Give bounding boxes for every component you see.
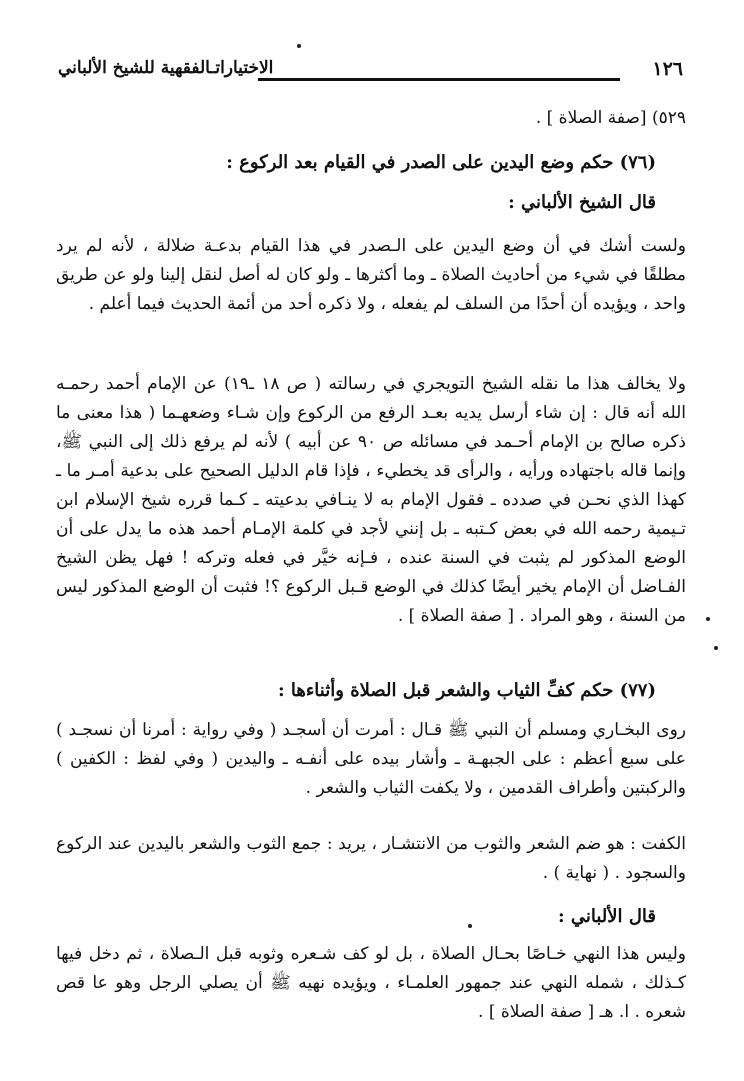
- paragraph-2: [56, 370, 686, 631]
- paragraph-3: [56, 716, 686, 803]
- said-text: قال الألباني :: [557, 906, 656, 927]
- reference-529: [66, 104, 686, 133]
- scan-speck: [714, 646, 718, 650]
- paragraph-1: [56, 232, 686, 319]
- paragraph-text: ولا يخالف هذا ما نقله الشيخ التويجري في رسالته ( ص ١٨ ـ١٩) عن الإمام أحمد رحمـه الله أنه قال : إن شاء أرسل يديه بعـد الرفع من الركوع وإن شـاء وضعهـما ( هذا معنى ما ذكره صالح بن الإمام أحـمد في مسائله ص ٩٠ عن أبيه ) لأنه لم يرفع ذلك إلى النبي ﷺ، وإنما قاله باجتهاده ورأيه ، والرأى قد يخطيء ، فإذا قام الدليل الصحيح على بدعية أمـر ما ـ كهذا الذي نحـن في صدده ـ فقول الإمام به لا ينـافي بدعيته ـ كـما قرره شيخ الإسلام ابن تـيمية رحمه الله في بعض كـتبه ـ بل إنني لأجد في كلمة الإمـام أحمد هذه ما يدل على أن الوضع المذكور لم يثبت في السنة عنده ، فـإنه خيَّر في فعله وتركه ! فهل يظن الشيخ الفـاضل أن الإمام يخير أيضًا كذلك في الوضع قـبل الركوع ؟! فثبت أن الوضع المذكور ليس من السنة ، وهو المراد . [ صفة الصلاة ] .: [56, 374, 686, 626]
- paragraph-text: روى البخـاري ومسلم أن النبي ﷺ قـال : أمرت أن أسجـد ( وفي رواية : أمرنا أن نسجـد ) على سبع أعظم : على الجبهـة ـ وأشار بيده على أنفـه ـ واليدين ( وفي لفظ : الكفين ) والركبتين وأطراف القدمين ، ولا يكفت الثياب والشعر .: [56, 720, 686, 798]
- heading-76: [66, 148, 656, 177]
- reference-text: ٥٢٩) [صفة الصلاة ] .: [535, 108, 686, 128]
- scan-speck: [297, 44, 301, 48]
- page-number: ١٢٦: [652, 58, 683, 80]
- said-heading-2: [66, 902, 656, 931]
- scan-speck: [468, 924, 472, 928]
- paragraph-5: [56, 940, 686, 1027]
- heading-text: (٧٦) حكم وضع اليدين على الصدر في القيام بعد الركوع :: [226, 152, 656, 173]
- paragraph-text: وليس هذا النهي خـاصًا بحـال الصلاة ، بل لو كف شـعره وثوبه قبل الـصلاة ، ثم دخل فيها كـذلك ، شمله النهي عند جمهور العلمـاء ، ويؤيده نهيه ﷺ أن يصلي الرجل وهو عا قص شعره . ا. هـ [ صفة الصلاة ] .: [56, 944, 686, 1022]
- paragraph-text: ولست أشك في أن وضع اليدين على الـصدر في هذا القيام بدعـة ضلالة ، لأنه لم يرد مطلقًا في شيء من أحاديث الصلاة ـ وما أكثرها ـ ولو كان له أصل لنقل إلينا ولو عن طريق واحد ، ويؤيده أن أحدًا من السلف لم يفعله ، ولا ذكره أحد من أئمة الحديث فيما أعلم .: [56, 236, 686, 314]
- book-title: الاختياراتـالفقهية للشيخ الألباني: [58, 58, 274, 78]
- paragraph-text: الكفت : هو ضم الشعر والثوب من الانتشـار ، يريد : جمع الثوب والشعر باليدين عند الركوع والسجود . ( نهاية ) .: [56, 834, 686, 883]
- said-heading-1: [66, 188, 656, 217]
- said-text: قال الشيخ الألباني :: [508, 192, 656, 213]
- heading-text: (٧٧) حكم كفِّ الثياب والشعر قبل الصلاة وأثناءها :: [277, 680, 656, 701]
- heading-77: [66, 676, 656, 705]
- scan-speck: [706, 617, 710, 621]
- header-rule: [258, 78, 620, 81]
- paragraph-4: [56, 830, 686, 888]
